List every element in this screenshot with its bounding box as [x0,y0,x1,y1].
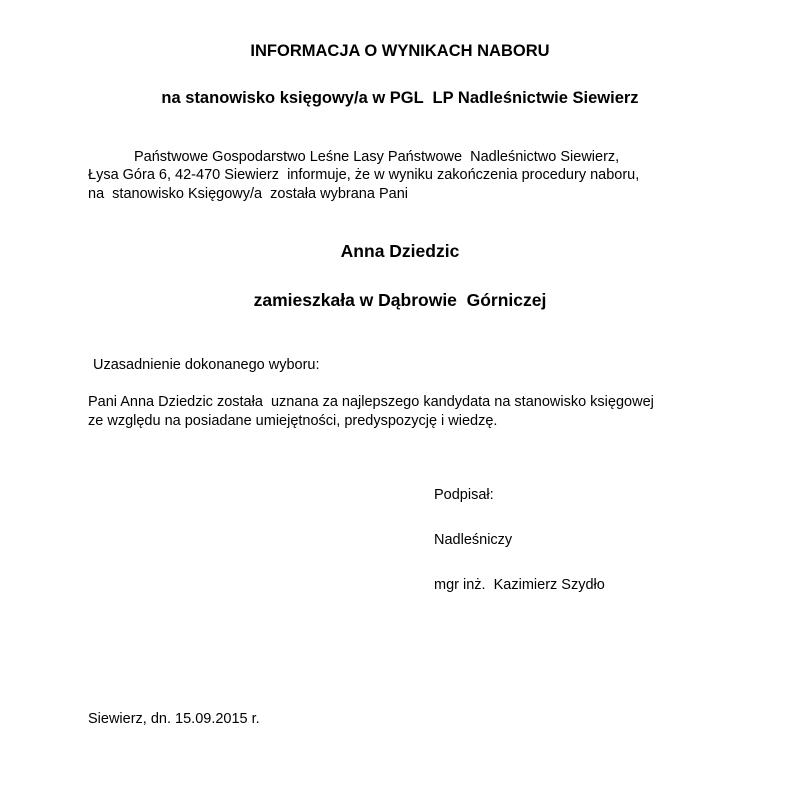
intro-line-1: Państwowe Gospodarstwo Leśne Lasy Państwowe Nadleśnictwo Siewierz, [134,149,620,165]
candidate-residence: zamieszkała w Dąbrowie Górniczej [253,290,547,310]
selected-candidate-name: Anna Dziedzic [340,241,460,261]
intro-line-2: Łysa Góra 6, 42-470 Siewierz informuje, że w wyniku zakończenia procedury naboru, [88,167,640,183]
justification-heading: Uzasadnienie dokonanego wyboru: [93,357,320,373]
signer-name: mgr inż. Kazimierz Szydło [434,577,605,593]
place-and-date: Siewierz, dn. 15.09.2015 r. [88,711,260,727]
signer-position: Nadleśniczy [434,532,513,548]
justification-line-1: Pani Anna Dziedzic została uznana za najlepszego kandydata na stanowisko księgowej [88,394,654,410]
signature-label: Podpisał: [434,487,494,503]
document-subtitle: na stanowisko księgowy/a w PGL LP Nadleśnictwie Siewierz [161,89,639,107]
justification-line-2: ze względu na posiadane umiejętności, predyspozycję i wiedzę. [88,413,498,429]
intro-line-3: na stanowisko Księgowy/a została wybrana Pani [88,186,408,202]
document-title: INFORMACJA O WYNIKACH NABORU [250,42,550,60]
